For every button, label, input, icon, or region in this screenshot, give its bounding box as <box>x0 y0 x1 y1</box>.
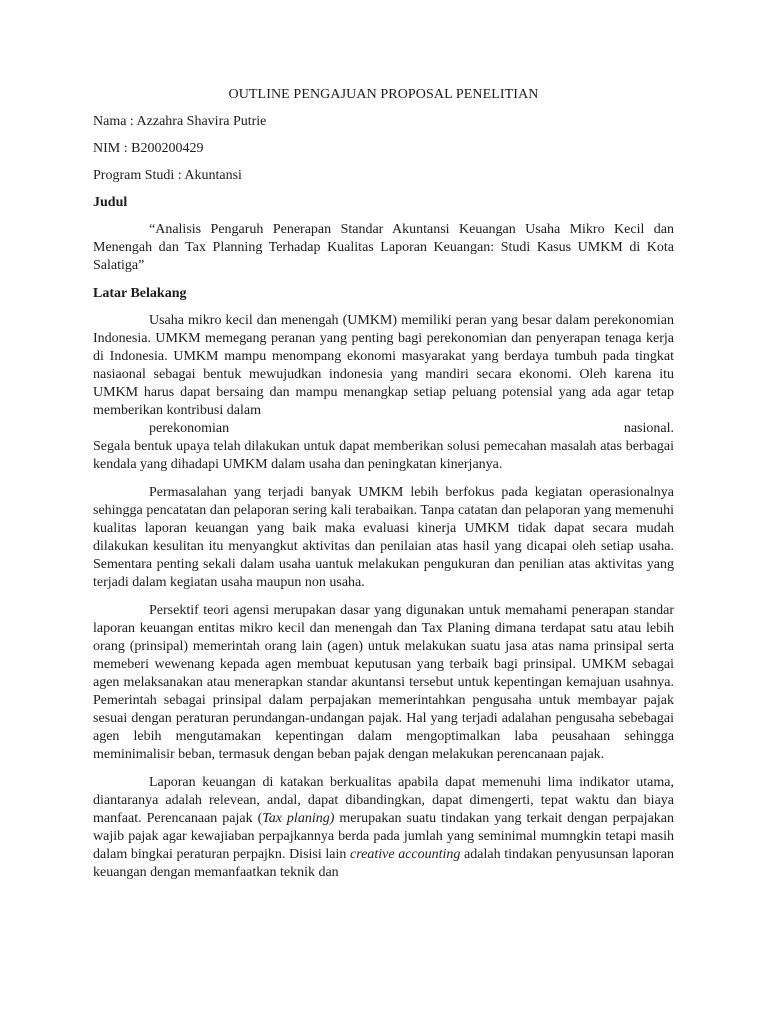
paragraph-4 <box>93 774 674 882</box>
judul-paragraph: “Analisis Pengaruh Penerapan Standar Akuntansi Keuangan Usaha Mikro Kecil dan Menengah dan Tax Planning Terhadap Kualitas Laporan Keuangan: Studi Kasus UMKM di Kota Salatiga” <box>93 222 674 273</box>
section-heading-judul: Judul <box>93 195 128 210</box>
paragraph-1-wide-right: nasional. <box>623 421 674 436</box>
paragraph-1-main: Usaha mikro kecil dan menengah (UMKM) memiliki peran yang besar dalam perekonomian Indonesia. UMKM memegang peranan yang penting bagi perekonomian dan penyerapan tenaga kerja di Indonesia. UMKM mampu menompang ekonomi masyarakat yang berdaya tumbuh pada tingkat nasiaonal sebagai bentuk mewujudkan indonesia yang mandiri secara ekonomi. Oleh karena itu UMKM harus dapat bersaing dan mampu menangkap setiap peluang potensial yang ada agar tetap memberikan kontribusi dalam <box>93 313 674 418</box>
section-heading-latar-belakang: Latar Belakang <box>93 286 187 301</box>
study-program: Program Studi : Akuntansi <box>93 168 242 183</box>
paragraph-1-tail: Segala bentuk upaya telah dilakukan untuk dapat memberikan solusi pemecahan masalah atas berbagai kendala yang dihadapi UMKM dalam usaha dan peningkatan kinerjanya. <box>93 439 674 472</box>
student-name: Nama : Azzahra Shavira Putrie <box>93 114 267 129</box>
paragraph-1-wide-line <box>93 420 674 438</box>
paragraph-2: Permasalahan yang terjadi banyak UMKM lebih berfokus pada kegiatan operasionalnya sehingga pencatatan dan pelaporan sering kali terabaikan. Tanpa catatan dan pelaporan yang memenuhi kualitas laporan keuangan yang baik maka evaluasi kinerja UMKM tidak dapat secara mudah dilakukan kesulitan itu menyangkut aktivitas dan penilaian atas hasil yang dicapai oleh setiap usaha. Sementara penting sekali dalam usaha uantuk melakukan pengukuran dan penilian atas aktivitas yang terjadi dalam kegiatan usaha maupun non usaha. <box>93 485 674 590</box>
paragraph-4-part-c: adalah tindakan penyusunsan laporan keuangan dengan memanfaatkan teknik dan <box>93 847 674 880</box>
document-title: OUTLINE PENGAJUAN PROPOSAL PENELITIAN <box>228 87 539 102</box>
paragraph-4-italic-tax-planing: Tax planing) <box>262 811 335 826</box>
paragraph-4-italic-creative-accounting: creative accounting <box>350 847 461 862</box>
paragraph-3: Persektif teori agensi merupakan dasar yang digunakan untuk memahami penerapan standar laporan keuangan entitas mikro kecil dan menengah dan Tax Planing dimana terdapat satu atau lebih orang (prinsipal) memerintah orang lain (agen) untuk melakukan suatu jasa atas nama prinsipal serta memeberi wewenang kepada agen membuat keputusan yang terbaik bagi prinsipal. UMKM sebagai agen melaksanakan atau menerapkan standar akuntansi tersebut untuk kepentingan kemajuan usahnya. Pemerintah sebagai prinsipal dalam perpajakan memerintahkan pengusaha untuk membayar pajak sesuai dengan peraturan perundangan-undangan pajak. Hal yang terjadi adalahan pengusaha sebebagai agen lebih mengutamakan kepentingan dalam mengoptimalkan laba peusahaan sehingga meminimalisir beban, termasuk dengan beban pajak dengan melakukan perencanaan pajak. <box>93 603 674 762</box>
paragraph-4-part-a: Laporan keuangan di katakan berkualitas apabila dapat memenuhi lima indikator utama, diantaranya adalah relevean, andal, dapat dibandingkan, dapat dimengerti, tepat waktu dan biaya manfaat. Perencanaan pajak ( <box>93 775 674 826</box>
paragraph-1 <box>93 312 674 438</box>
paragraph-4-part-b: merupakan suatu tindakan yang terkait dengan perpajakan wajib pajak agar kewajiaban perpajkannya berda pada jumlah yang seminimal mumngkin tetapi masih dalam bingkai peraturan perpajkn. Disisi lain <box>93 811 674 862</box>
student-nim: NIM : B200200429 <box>93 141 204 156</box>
paragraph-1-wide-left: perekonomian <box>149 421 230 436</box>
